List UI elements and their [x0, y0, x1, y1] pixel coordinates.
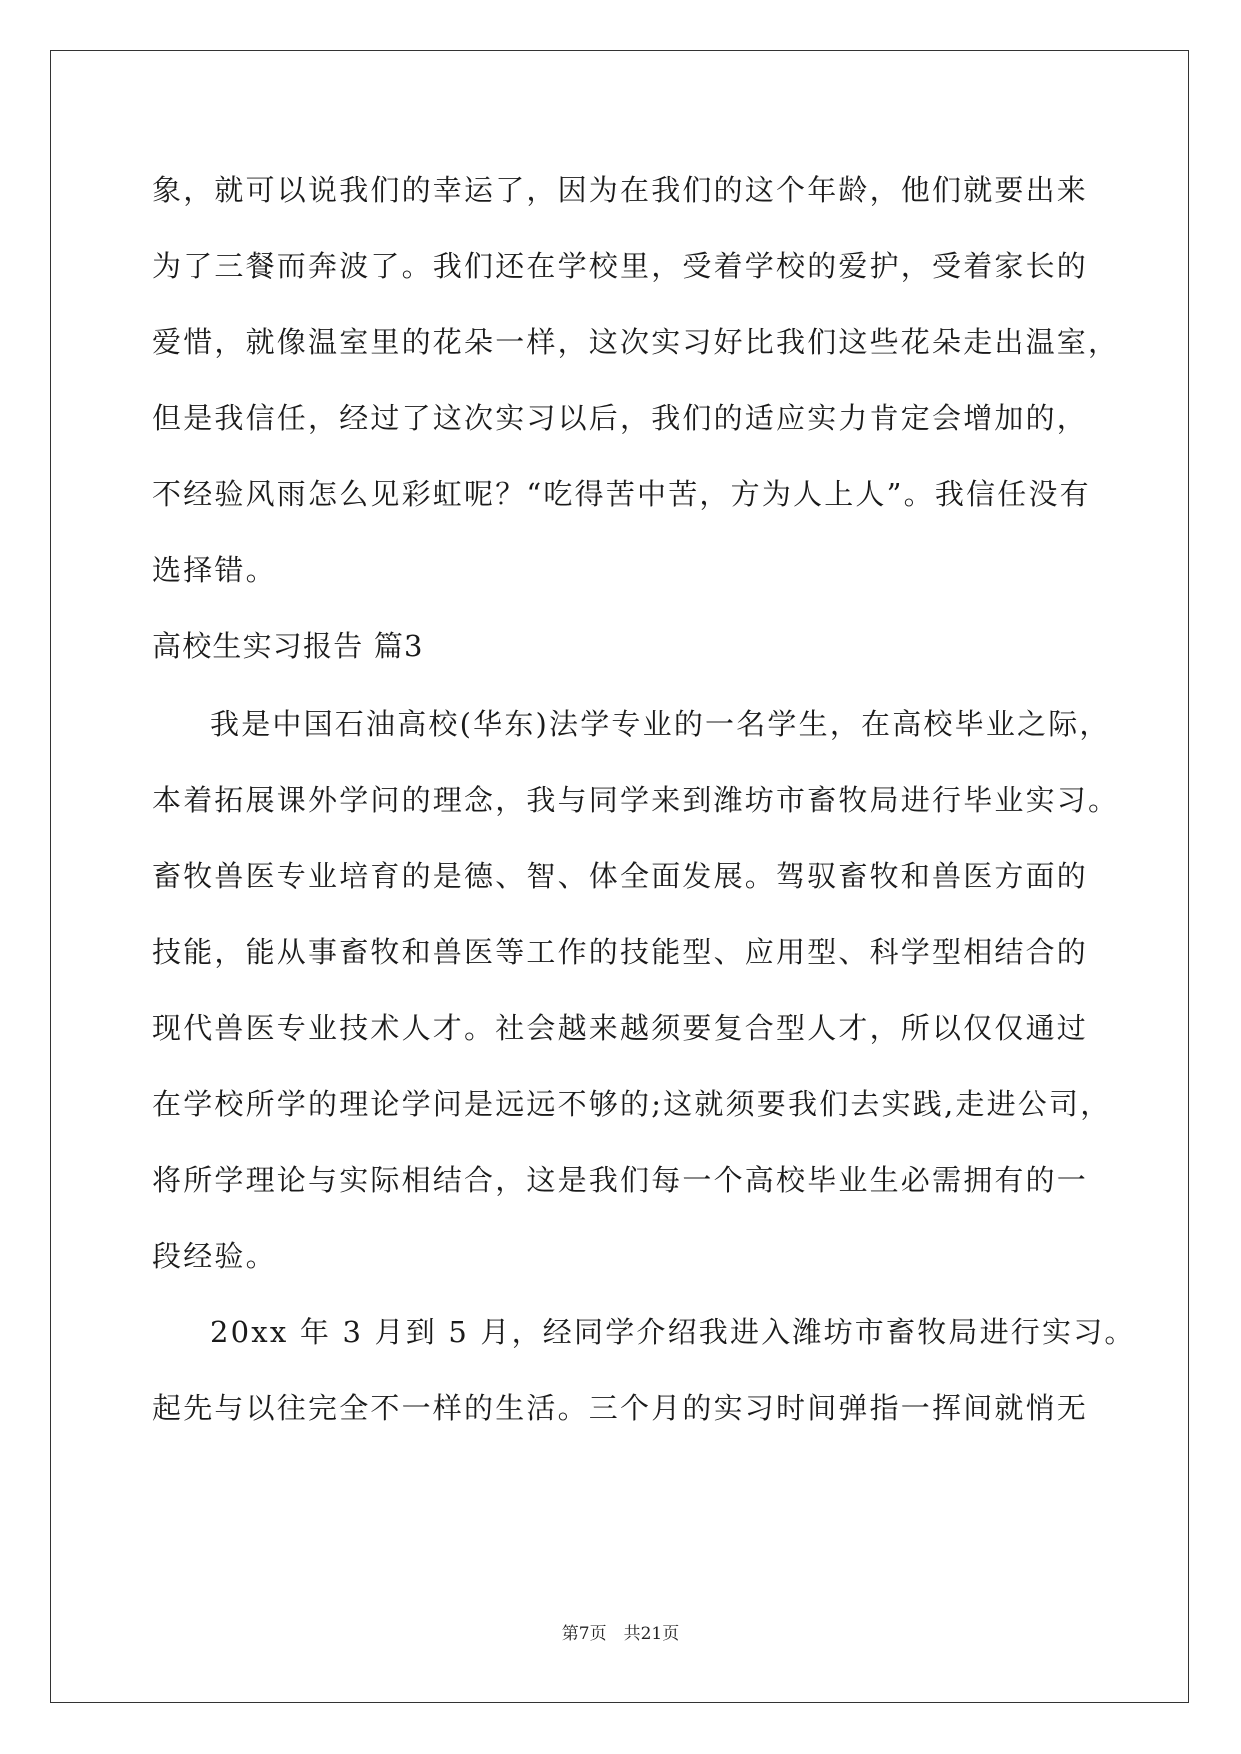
- text-line: 在学校所学的理论学问是远远不够的;这就须要我们去实践,走进公司，: [152, 1087, 1112, 1121]
- section-heading: 高校生实习报告 篇3: [152, 629, 424, 663]
- text-line: 为了三餐而奔波了。我们还在学校里，受着学校的爱护，受着家长的: [152, 249, 1089, 283]
- text-line: 起先与以往完全不一样的生活。三个月的实习时间弹指一挥间就悄无: [152, 1391, 1089, 1425]
- text-line: 段经验。: [152, 1239, 277, 1273]
- text-line: 技能，能从事畜牧和兽医等工作的技能型、应用型、科学型相结合的: [152, 935, 1089, 969]
- text-line: 我是中国石油高校(华东)法学专业的一名学生，在高校毕业之际，: [210, 707, 1111, 741]
- text-line: 象，就可以说我们的幸运了，因为在我们的这个年龄，他们就要出来: [152, 173, 1089, 207]
- text-line: 现代兽医专业技术人才。社会越来越须要复合型人才，所以仅仅通过: [152, 1011, 1089, 1045]
- text-line: 畜牧兽医专业培育的是德、智、体全面发展。驾驭畜牧和兽医方面的: [152, 859, 1089, 893]
- text-line: 本着拓展课外学问的理念，我与同学来到潍坊市畜牧局进行毕业实习。: [152, 783, 1120, 817]
- text-line: 不经验风雨怎么见彩虹呢？“吃得苦中苦，方为人上人”。我信任没有: [152, 477, 1091, 511]
- text-line: 20xx 年 3 月到 5 月，经同学介绍我进入潍坊市畜牧局进行实习。: [210, 1315, 1136, 1349]
- text-line: 选择错。: [152, 553, 277, 587]
- text-line: 将所学理论与实际相结合，这是我们每一个高校毕业生必需拥有的一: [152, 1163, 1089, 1197]
- text-line: 爱惜，就像温室里的花朵一样，这次实习好比我们这些花朵走出温室，: [152, 325, 1120, 359]
- text-line: 但是我信任，经过了这次实习以后，我们的适应实力肯定会增加的，: [152, 401, 1089, 435]
- page-number: 第7页 共21页: [561, 1624, 680, 1644]
